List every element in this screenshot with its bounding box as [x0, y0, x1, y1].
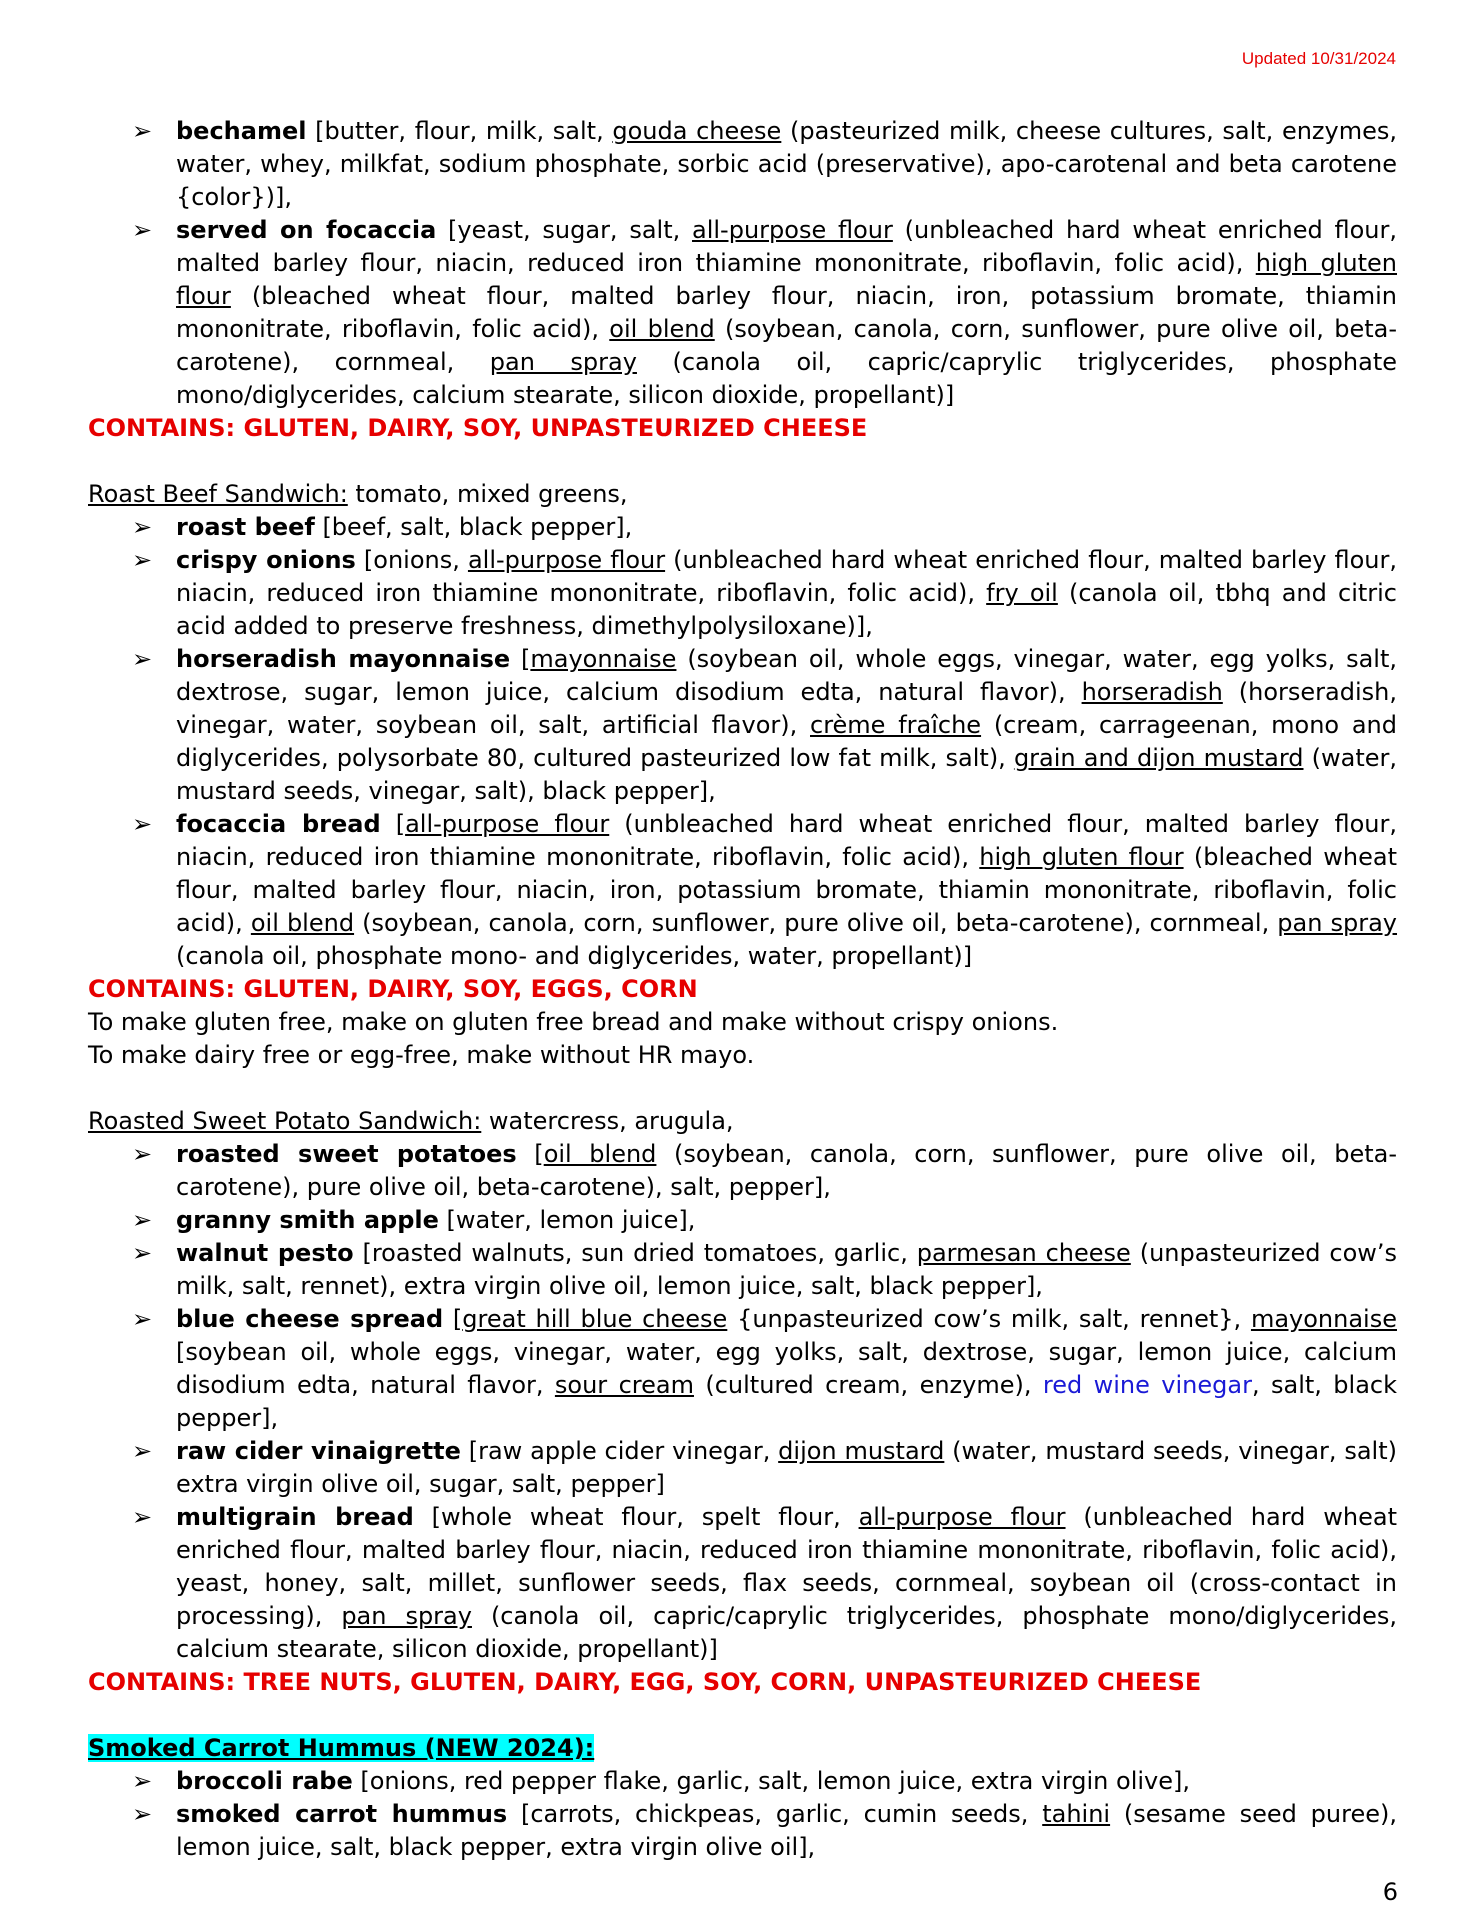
bullet-arrow-icon: ➢ [132, 810, 153, 838]
ingredient-text: [ [516, 1140, 544, 1168]
ingredient-text: (unpasteurized cow’s milk, salt, rennet), extra virgin olive oil, lemon juice, salt, black pepper], [176, 1239, 1398, 1300]
section-intro: tomato, mixed greens, [347, 480, 628, 508]
bullet-arrow-icon: ➢ [132, 1503, 153, 1531]
ingredient-text: (soybean, canola, corn, sunflower, pure olive oil, beta-carotene), cornmeal, [354, 909, 1278, 937]
ingredient-item [88, 544, 1397, 643]
sub-ingredient: oil blend [250, 909, 355, 937]
bullet-arrow-icon: ➢ [132, 1239, 153, 1267]
ingredient-text: (canola oil, tbhq and citric acid added to preserve freshness, dimethylpolysiloxane)], [176, 579, 1398, 640]
sub-ingredient-colored: red wine vinegar [1042, 1371, 1252, 1399]
section-heading [88, 1732, 1397, 1765]
sub-ingredient: oil blend [609, 315, 715, 343]
section-heading [88, 478, 1397, 511]
modification-note: To make gluten free, make on gluten free bread and make without crispy onions. [88, 1008, 1059, 1036]
ingredient-text: [onions, [355, 546, 468, 574]
ingredient-item [88, 1501, 1397, 1666]
section-title: Roast Beef Sandwich: [88, 480, 348, 508]
ingredient-text: [ [380, 810, 406, 838]
section-intro: watercress, arugula, [481, 1107, 734, 1135]
spacer [88, 1072, 1397, 1105]
sub-ingredient: all-purpose flour [692, 216, 893, 244]
bullet-arrow-icon: ➢ [132, 1206, 153, 1234]
ingredient-text: (unbleached hard wheat enriched flour, malted barley flour, niacin, reduced iron thiamine mononitrate, riboflavin, folic acid), yeast, honey, salt, millet, sunflower seeds, flax seeds, cornmeal, soybean oil (cross-contact in processing), [176, 1503, 1397, 1630]
ingredient-text: (canola oil, capric/caprylic triglycerides, phosphate mono/diglycerides, calcium stearate, silicon dioxide, propellant)] [176, 1602, 1398, 1663]
bullet-arrow-icon: ➢ [132, 216, 153, 244]
ingredient-item [88, 115, 1397, 214]
sub-ingredient: sour cream [554, 1371, 694, 1399]
bullet-arrow-icon: ➢ [132, 1305, 153, 1333]
ingredient-text: (unbleached hard wheat enriched flour, malted barley flour, niacin, reduced iron thiamine mononitrate, riboflavin, folic acid), [176, 546, 1398, 607]
sub-ingredient: parmesan cheese [916, 1239, 1131, 1267]
ingredient-text: (horseradish, vinegar, water, soybean oil, salt, artificial flavor), [176, 678, 1397, 739]
ingredient-text: (canola oil, capric/caprylic triglycerides, phosphate mono/diglycerides, calcium stearate, silicon dioxide, propellant)] [176, 348, 1397, 409]
ingredient-text: [water, lemon juice], [438, 1206, 696, 1234]
ingredient-text: (unbleached hard wheat enriched flour, malted barley flour, niacin, reduced iron thiamine mononitrate, riboflavin, folic acid), [176, 810, 1398, 871]
bullet-arrow-icon: ➢ [132, 546, 153, 574]
ingredient-text: (soybean, canola, corn, sunflower, pure olive oil, beta-carotene), pure olive oil, beta-carotene), salt, pepper], [176, 1140, 1397, 1201]
ingredient-text: {unpasteurized cow’s milk, salt, rennet}, [727, 1305, 1251, 1333]
ingredient-name: horseradish mayonnaise [176, 645, 511, 673]
ingredient-name: focaccia bread [176, 810, 381, 838]
ingredient-name: smoked carrot hummus [176, 1800, 508, 1828]
sub-ingredient: oil blend [543, 1140, 657, 1168]
sub-ingredient: all-purpose flour [467, 546, 666, 574]
sub-ingredient: grain and dijon mustard [1013, 744, 1304, 772]
ingredient-text: [soybean oil, whole eggs, vinegar, water, egg yolks, salt, dextrose, sugar, lemon juice, calcium disodium edta, natural flavor, [176, 1338, 1397, 1399]
bullet-arrow-icon: ➢ [132, 1767, 153, 1795]
spacer [88, 1699, 1397, 1732]
sub-ingredient: gouda cheese [612, 117, 782, 145]
ingredient-name: broccoli rabe [176, 1767, 353, 1795]
sub-ingredient: high gluten flour [176, 249, 1397, 310]
ingredient-item [88, 214, 1397, 412]
ingredient-text: (water, mustard seeds, vinegar, salt), black pepper], [176, 744, 1397, 805]
ingredient-text: (sesame seed puree), lemon juice, salt, black pepper, extra virgin olive oil], [176, 1800, 1397, 1861]
ingredient-text: [yeast, sugar, salt, [436, 216, 693, 244]
sub-ingredient: high gluten flour [979, 843, 1184, 871]
ingredient-name: blue cheese spread [176, 1305, 444, 1333]
ingredient-text: (cultured cream, enzyme), [693, 1371, 1043, 1399]
ingredient-text: (soybean, canola, corn, sunflower, pure olive oil, beta-carotene), cornmeal, [176, 315, 1397, 376]
menu-content [88, 115, 1397, 1864]
bullet-arrow-icon: ➢ [132, 1140, 153, 1168]
allergen-contains: CONTAINS: GLUTEN, DAIRY, SOY, EGGS, CORN [88, 975, 698, 1003]
ingredient-item [88, 1237, 1397, 1303]
sub-ingredient: tahini [1042, 1800, 1111, 1828]
ingredient-name: raw cider vinaigrette [176, 1437, 461, 1465]
ingredient-text: [butter, flour, milk, salt, [306, 117, 613, 145]
ingredient-text: [carrots, chickpeas, garlic, cumin seeds, [507, 1800, 1043, 1828]
spacer [88, 445, 1397, 478]
ingredient-name: roasted sweet potatoes [176, 1140, 517, 1168]
ingredient-item [88, 1435, 1397, 1501]
sub-ingredient: pan spray [341, 1602, 472, 1630]
allergen-contains: CONTAINS: GLUTEN, DAIRY, SOY, UNPASTEURIZED CHEESE [88, 414, 868, 442]
bullet-arrow-icon: ➢ [132, 1800, 153, 1828]
sub-ingredient: dijon mustard [778, 1437, 945, 1465]
bullet-arrow-icon: ➢ [132, 117, 153, 145]
bullet-arrow-icon: ➢ [132, 513, 153, 541]
ingredient-item [88, 1798, 1397, 1864]
ingredient-text: [ [510, 645, 531, 673]
section-title: Smoked Carrot Hummus (NEW 2024): [88, 1734, 595, 1762]
ingredient-text: [onions, red pepper flake, garlic, salt, lemon juice, extra virgin olive], [352, 1767, 1190, 1795]
ingredient-name: crispy onions [176, 546, 356, 574]
sub-ingredient: horseradish [1081, 678, 1223, 706]
sub-ingredient: all-purpose flour [405, 810, 610, 838]
ingredient-text: [whole wheat flour, spelt flour, [413, 1503, 859, 1531]
allergen-contains: CONTAINS: TREE NUTS, GLUTEN, DAIRY, EGG, SOY, CORN, UNPASTEURIZED CHEESE [88, 1668, 1202, 1696]
sub-ingredient: pan spray [1277, 909, 1398, 937]
sub-ingredient: fry oil [986, 579, 1058, 607]
bullet-arrow-icon: ➢ [132, 1437, 153, 1465]
sub-ingredient: mayonnaise [530, 645, 677, 673]
ingredient-text: (bleached wheat flour, malted barley flour, niacin, iron, potassium bromate, thiamin mononitrate, riboflavin, folic acid), [176, 282, 1397, 343]
ingredient-item [88, 1765, 1397, 1798]
ingredient-name: served on focaccia [176, 216, 437, 244]
ingredient-text: [roasted walnuts, sun dried tomatoes, garlic, [353, 1239, 917, 1267]
sub-ingredient: crème fraîche [810, 711, 982, 739]
ingredient-text: (water, mustard seeds, vinegar, salt) extra virgin olive oil, sugar, salt, pepper] [176, 1437, 1397, 1498]
sub-ingredient: all-purpose flour [858, 1503, 1066, 1531]
modification-note: To make dairy free or egg-free, make without HR mayo. [88, 1041, 755, 1069]
ingredient-item [88, 1303, 1397, 1435]
ingredient-item [88, 643, 1397, 808]
ingredient-text: [beef, salt, black pepper], [314, 513, 633, 541]
ingredient-name: walnut pesto [176, 1239, 354, 1267]
ingredient-text: (unbleached hard wheat enriched flour, malted barley flour, niacin, reduced iron thiamine mononitrate, riboflavin, folic acid), [176, 216, 1398, 277]
sub-ingredient: great hill blue cheese [462, 1305, 728, 1333]
ingredient-item [88, 1138, 1397, 1204]
sub-ingredient: mayonnaise [1250, 1305, 1397, 1333]
ingredient-text: , salt, black pepper], [176, 1371, 1398, 1432]
ingredient-text: (bleached wheat flour, malted barley flour, niacin, iron, potassium bromate, thiamin mononitrate, riboflavin, folic acid), [176, 843, 1398, 937]
ingredient-text: [raw apple cider vinegar, [460, 1437, 779, 1465]
ingredient-text: (canola oil, phosphate mono- and diglycerides, water, propellant)] [176, 942, 973, 970]
sub-ingredient: pan spray [489, 348, 637, 376]
ingredient-name: roast beef [176, 513, 315, 541]
page-number: 6 [1382, 1878, 1398, 1906]
ingredient-item [88, 1204, 1397, 1237]
bullet-arrow-icon: ➢ [132, 645, 153, 673]
ingredient-text: (cream, carrageenan, mono and diglycerides, polysorbate 80, cultured pasteurized low fat milk, salt), [176, 711, 1397, 772]
section-heading [88, 1105, 1397, 1138]
ingredient-name: multigrain bread [176, 1503, 414, 1531]
ingredient-text: (soybean oil, whole eggs, vinegar, water, egg yolks, salt, dextrose, sugar, lemon juice, calcium disodium edta, natural flavor), [176, 645, 1397, 706]
ingredient-name: granny smith apple [176, 1206, 439, 1234]
ingredient-item [88, 511, 1397, 544]
ingredient-text: (pasteurized milk, cheese cultures, salt, enzymes, water, whey, milkfat, sodium phosphate, sorbic acid (preservative), apo-carotenal and beta carotene {color})], [176, 117, 1398, 211]
ingredient-text: [ [443, 1305, 463, 1333]
updated-date: Updated 10/31/2024 [1241, 49, 1396, 68]
ingredient-item [88, 808, 1397, 973]
ingredient-name: bechamel [176, 117, 307, 145]
section-title: Roasted Sweet Potato Sandwich: [88, 1107, 482, 1135]
